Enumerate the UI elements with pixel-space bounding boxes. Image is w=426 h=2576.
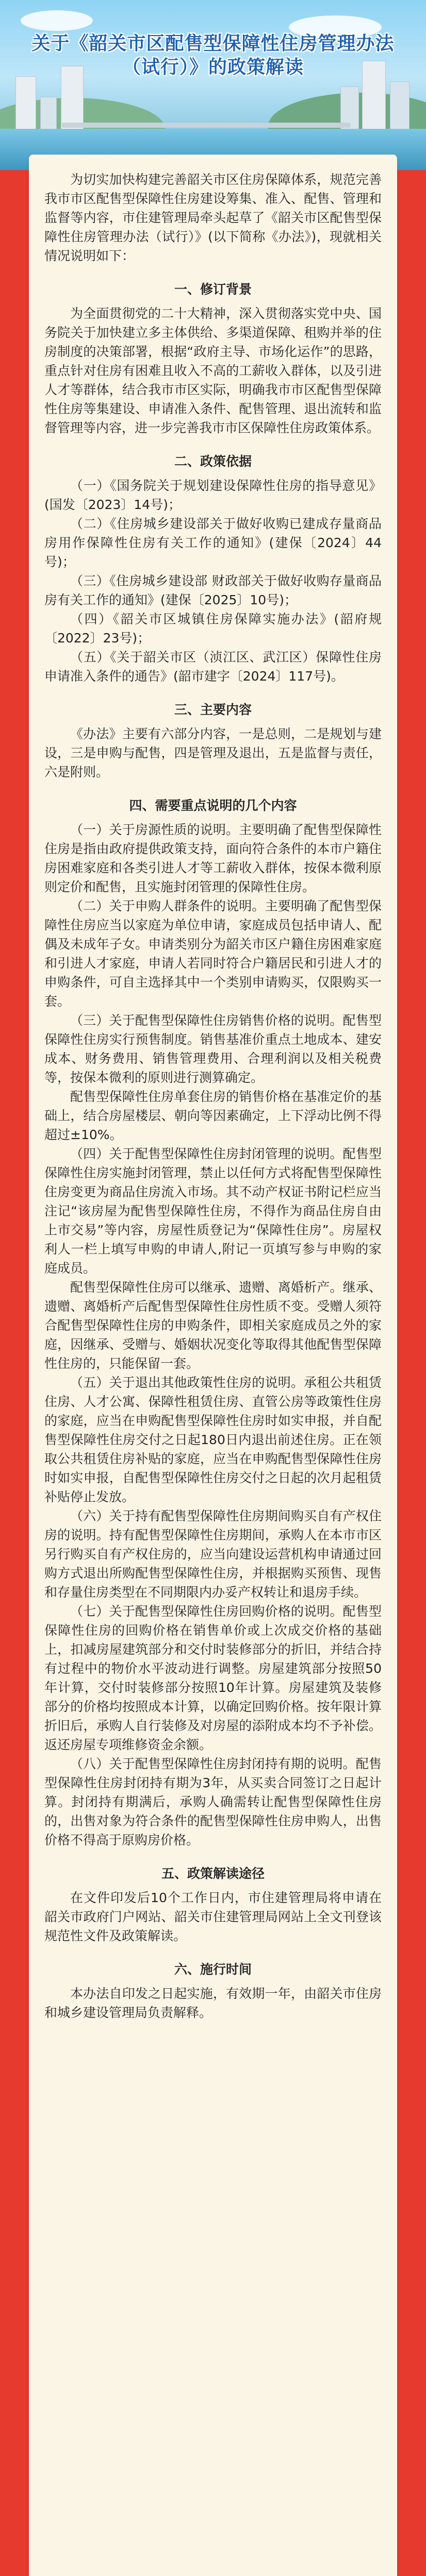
content-card <box>29 155 397 2576</box>
section-heading: 五、政策解读途径 <box>161 1866 265 1881</box>
section-paragraph: （二）关于申购人群条件的说明。主要明确了配售型保障性住房应当以家庭为单位申请，家庭成员包括申请人、配偶及未成年子女。申请类别分为韶关市区户籍住房困难家庭和引进人才家庭，申请人若同时符合户籍居民和引进人才的申购条件，可自主选择其中一个类别申请购买，仅限购买一套。 <box>44 899 382 1009</box>
title-line-2: （试行）》的政策解读 <box>122 57 304 78</box>
title-line-1: 关于《韶关市区配售型保障性住房管理办法 <box>31 33 395 54</box>
section-paragraph: 在文件印发后10个工作日内，市住建管理局将申请在韶关市政府门户网站、韶关市住建管理局网站上全文刊登该规范性文件及政策解读。 <box>44 1890 382 1943</box>
cloud-shape <box>21 10 93 31</box>
section-paragraph: （六）关于持有配售型保障性住房期间购买自有产权住房的说明。持有配售型保障性住房期间，承购人在本市市区另行购买自有产权住房的，应当向建设运营机构申请通过回购方式退出所购配售型保障性住房，并根据购买预售、现售和存量住房类型在不同期限内办妥产权转让和退房手续。 <box>44 1509 382 1600</box>
section-paragraph: （二）《住房城乡建设部关于做好收购已建成存量商品房用作保障性住房有关工作的通知》(建保〔2024〕44号)； <box>44 516 382 569</box>
section-heading: 二、政策依据 <box>174 454 252 469</box>
page-title <box>0 31 426 80</box>
section-heading: 四、需要重点说明的几个内容 <box>129 798 297 813</box>
bridge-shape <box>62 123 351 128</box>
section-paragraph: 配售型保障性住房单套住房的销售价格在基准定价的基础上，结合房屋楼层、朝向等因素确定，上下浮动比例不得超过±10%。 <box>44 1089 382 1142</box>
section-paragraph: （五）《关于韶关市区（浈江区、武江区）保障性住房申请准入条件的通告》(韶市建字〔2024〕117号)。 <box>44 650 382 684</box>
hero-banner <box>0 0 426 170</box>
section-heading: 三、主要内容 <box>174 702 252 717</box>
section-paragraph: 为全面贯彻党的二十大精神，深入贯彻落实党中央、国务院关于加快建立多主体供给、多渠道保障、租购并举的住房制度的决策部署，根据“政府主导、市场化运作”的思路，重点针对住房有困难且收入不高的工薪收入群体，以及引进人才等群体，结合我市市区实际，明确我市市区配售型保障性住房等集建设、申请准入条件、配售管理、退出流转和监督管理等内容，进一步完善我市市区保障性住房政策体系。 <box>44 306 382 435</box>
intro-paragraph: 为切实加快构建完善韶关市区住房保障体系，规范完善我市市区配售型保障性住房建设筹集、准入、配售、管理和监督等内容，市住建管理局牵头起草了《韶关市区配售型保障性住房管理办法（试行）》(以下简称《办法》)，现就相关情况说明如下： <box>44 172 382 263</box>
section-paragraph: （三）《住房城乡建设部 财政部关于做好收购存量商品房有关工作的通知》(建保〔2025〕10号)； <box>44 573 382 607</box>
section-heading: 一、修订背景 <box>174 282 252 297</box>
section-paragraph: （四）关于配售型保障性住房封闭管理的说明。配售型保障性住房实施封闭管理，禁止以任何方式将配售型保障性住房变更为商品住房流入市场。其不动产权证书附记栏应当注记“该房屋为配售型保障性住房，不得作为商品住房自由上市交易”等内容，房屋性质登记为“保障性住房”。房屋权利人一栏上填写申购的申请人,附记一页填写参与申购的家庭成员。 <box>44 1146 382 1276</box>
section-paragraph: （一）关于房源性质的说明。主要明确了配售型保障性住房是指由政府提供政策支持，面向符合条件的本市户籍住房困难家庭和各类引进人才等工薪收入群体，按保本微利原则定价和配售，且实施封闭管理的保障性住房。 <box>44 822 382 894</box>
section-paragraph: 配售型保障性住房可以继承、遗赠、离婚析产。继承、遗赠、离婚析产后配售型保障性住房性质不变。受赠人须符合配售型保障性住房的申购条件，即相关家庭成员之外的家庭，因继承、受赠与、婚姻状况变化等取得其他配售型保障性住房的，只能保留一套。 <box>44 1280 382 1371</box>
section-paragraph: （八）关于配售型保障性住房封闭持有期的说明。配售型保障性住房封闭持有期为3年，从买卖合同签订之日起计算。封闭持有期满后，承购人确需转让配售型保障性住房的，出售对象为符合条件的配售型保障性住房申购人，出售价格不得高于原购房价格。 <box>44 1756 382 1848</box>
section-paragraph: （五）关于退出其他政策性住房的说明。承租公共租赁住房、人才公寓、保障性租赁住房、直管公房等政策性住房的家庭，应当在申购配售型保障性住房时如实申报，并自配售型保障性住房交付之日起180日内退出前述住房。正在领取公共租赁住房补贴的家庭，应当在申购配售型保障性住房时如实申报，自配售型保障性住房交付之日起的次月起租赁补贴停止发放。 <box>44 1375 382 1504</box>
section-heading: 六、施行时间 <box>174 1962 252 1977</box>
section-paragraph: 本办法自印发之日起实施，有效期一年，由韶关市住房和城乡建设管理局负责解释。 <box>44 1986 382 2020</box>
section-paragraph: （三）关于配售型保障性住房销售价格的说明。配售型保障性住房实行预售制度。销售基准价重点土地成本、建安成本、财务费用、销售管理费用、合理利润以及相关税费等，按保本微利的原则进行测算确定。 <box>44 1013 382 1085</box>
section-paragraph: （七）关于配售型保障性住房回购价格的说明。配售型保障性住房的回购价格在销售单价或上次成交价格的基础上，扣减房屋建筑部分和交付时装修部分的折旧，并结合持有过程中的物价水平波动进行调整。房屋建筑部分按照50年计算，交付时装修部分按照10年计算。房屋建筑及装修部分的价格均按照成本计算，以确定回购价格。按年限计算折旧后，承购人自行装修及对房屋的添附成本均不予补偿。返还房屋专项维修资金余额。 <box>44 1604 382 1752</box>
section-paragraph: （一）《国务院关于规划建设保障性住房的指导意见》(国发〔2023〕14号)； <box>44 478 382 512</box>
section-paragraph: （四）《韶关市区城镇住房保障实施办法》(韶府规〔2022〕23号)； <box>44 612 382 646</box>
section-paragraph: 《办法》主要有六部分内容，一是总则，二是规划与建设，三是申购与配售，四是管理及退出，五是监督与责任，六是附则。 <box>44 726 382 779</box>
